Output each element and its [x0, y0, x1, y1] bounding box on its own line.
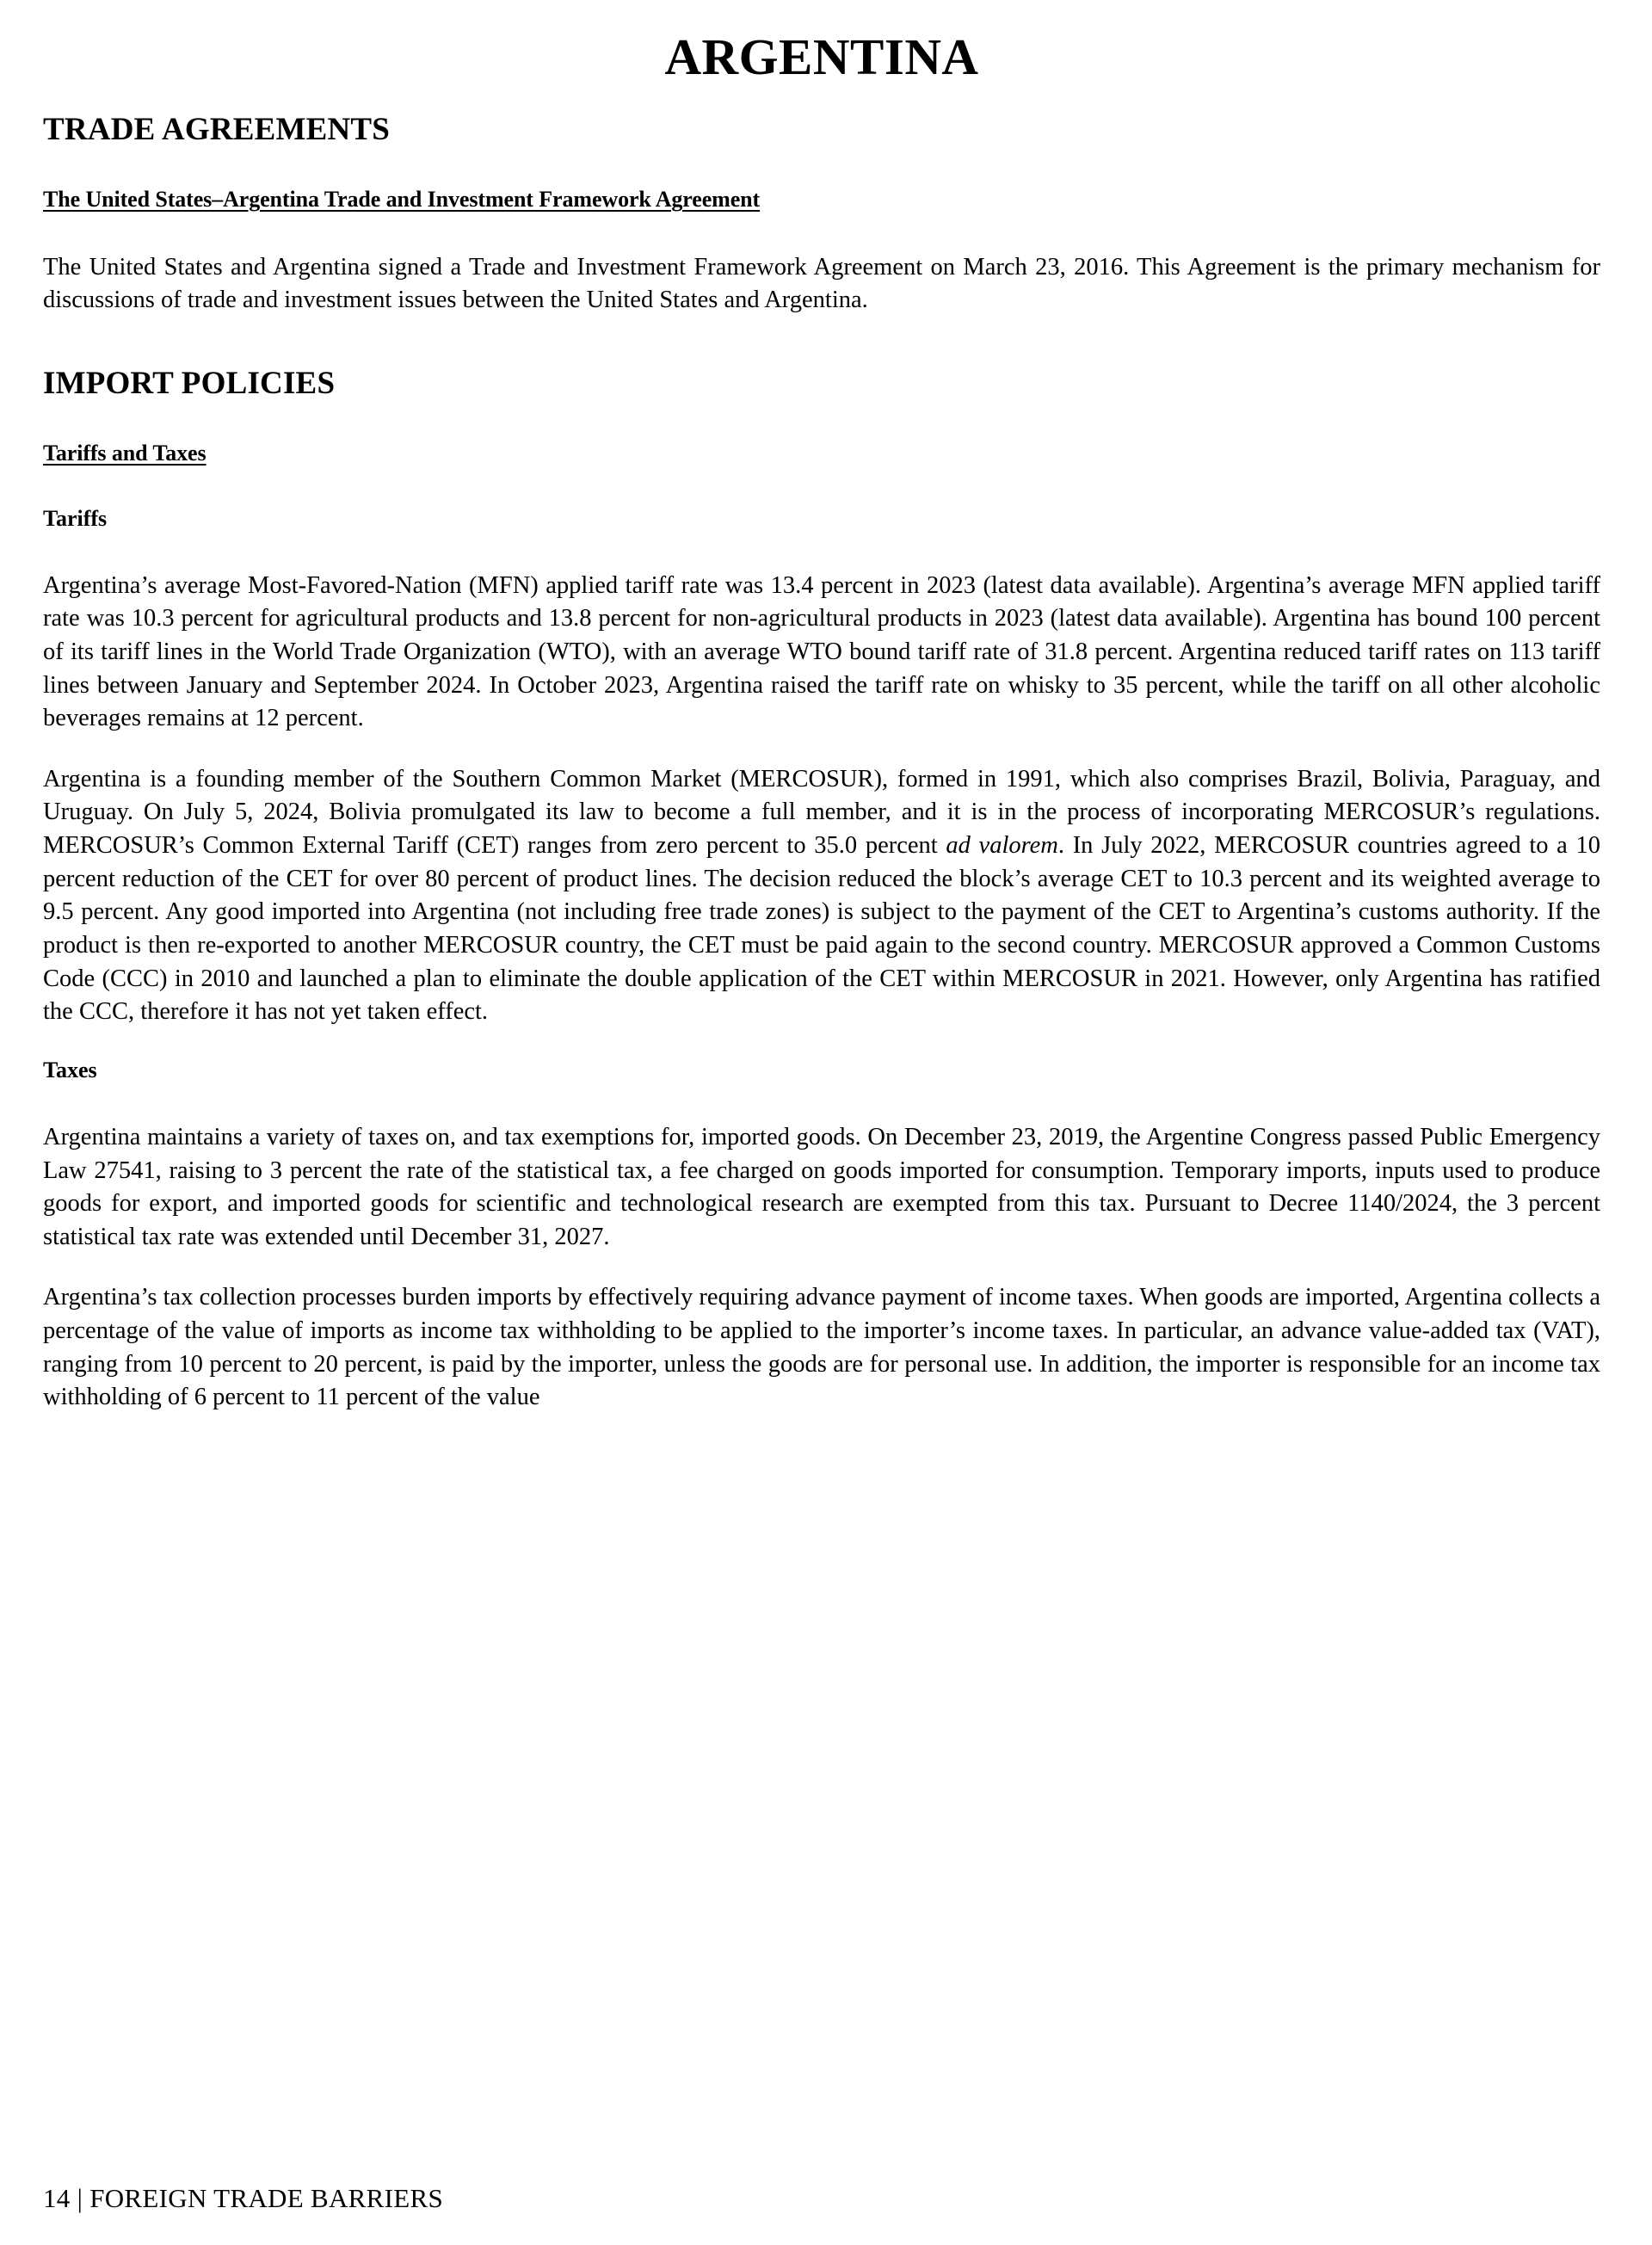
section-heading-trade-agreements: TRADE AGREEMENTS: [43, 111, 391, 147]
paragraph-mercosur-part-2: . In July 2022, MERCOSUR countries agreed to a 10 percent reduction of the CET for over 80 percent of product lines. The decision reduced the block’s average CET to 10.3 percent and its weighted average to 9.5 percent. Any good imported into Argentina (not including free trade zones) is subject to the payment of the CET to Argentina’s customs authority. If the product is then re-exported to another MERCOSUR country, the CET must be paid again to the second country. MERCOSUR approved a Common Customs Code (CCC) in 2010 and launched a plan to eliminate the double application of the CET within MERCOSUR in 2021. However, only Argentina has ratified the CCC, therefore it has not yet taken effect.: [43, 832, 1600, 1026]
subheading-tariffs: Tariffs: [43, 505, 108, 531]
paragraph-mercosur-italic-ad-valorem: ad valorem: [946, 832, 1058, 860]
spacer: [43, 402, 1600, 440]
paragraph-mercosur: [43, 763, 1600, 1029]
spacer: [43, 736, 1600, 763]
paragraph-mercosur-part-1: Argentina is a founding member of the Southern Common Market (MERCOSUR), formed in 1991, which also comprises Brazil, Bolivia, Paraguay, and Uruguay. On July 5, 2024, Bolivia promulgated its law to become a full member, and it is in the process of incorporating MERCOSUR’s regulations. MERCOSUR’s Common External Tariff (CET) ranges from zero percent to 35.0 percent: [43, 765, 1600, 860]
paragraph-taxes-statistical-tax: Argentina maintains a variety of taxes on, and tax exemptions for, imported goods. On December 23, 2019, the Argentine Congress passed Public Emergency Law 27541, raising to 3 percent the rate of the statistical tax, a fee charged on goods imported for consumption. Temporary imports, inputs used to produce goods for export, and imported goods for scientific and technological research are exempted from this tax. Pursuant to Decree 1140/2024, the 3 percent statistical tax rate was extended until December 31, 2027.: [43, 1123, 1600, 1250]
page-title: ARGENTINA: [664, 28, 979, 85]
paragraph-tifa-overview: The United States and Argentina signed a Trade and Investment Framework Agreement on March 23, 2016. This Agreement is the primary mechanism for discussions of trade and investment issues between the United States and Argentina.: [43, 253, 1600, 314]
subheading-tifa: The United States–Argentina Trade and Investment Framework Agreement: [43, 187, 761, 213]
spacer: [43, 532, 1600, 570]
spacer: [43, 1083, 1600, 1121]
spacer: [43, 148, 1600, 186]
spacer: [43, 1029, 1600, 1057]
paragraph-taxes-collection: Argentina’s tax collection processes burden imports by effectively requiring advance payment of income taxes. When goods are imported, Argentina collects a percentage of the value of imports as income tax withholding to be applied to the importer’s income taxes. In particular, an advance value-added tax (VAT), ranging from 10 percent to 20 percent, is paid by the importer, unless the goods are for personal use. In addition, the importer is responsible for an income tax withholding of 6 percent to 11 percent of the value: [43, 1284, 1600, 1411]
page-footer: 14 | FOREIGN TRADE BARRIERS: [43, 2182, 444, 2213]
spacer: [43, 1254, 1600, 1281]
spacer: [43, 467, 1600, 505]
spacer: [43, 318, 1600, 366]
subheading-tariffs-and-taxes: Tariffs and Taxes: [43, 441, 206, 466]
subheading-taxes: Taxes: [43, 1057, 97, 1082]
paragraph-tariff-rates: Argentina’s average Most-Favored-Nation (MFN) applied tariff rate was 13.4 percent in 2023 (latest data available). Argentina’s average MFN applied tariff rate was 10.3 percent for agricultural products and 13.8 percent for non-agricultural products in 2023 (latest data available). Argentina has bound 100 percent of its tariff lines in the World Trade Organization (WTO), with an average WTO bound tariff rate of 31.8 percent. Argentina reduced tariff rates on 113 tariff lines between January and September 2024. In October 2023, Argentina raised the tariff rate on whisky to 35 percent, while the tariff on all other alcoholic beverages remains at 12 percent.: [43, 571, 1600, 732]
section-heading-import-policies: IMPORT POLICIES: [43, 365, 336, 401]
spacer: [43, 84, 1600, 112]
spacer: [43, 213, 1600, 251]
page-content: [43, 0, 1600, 1415]
